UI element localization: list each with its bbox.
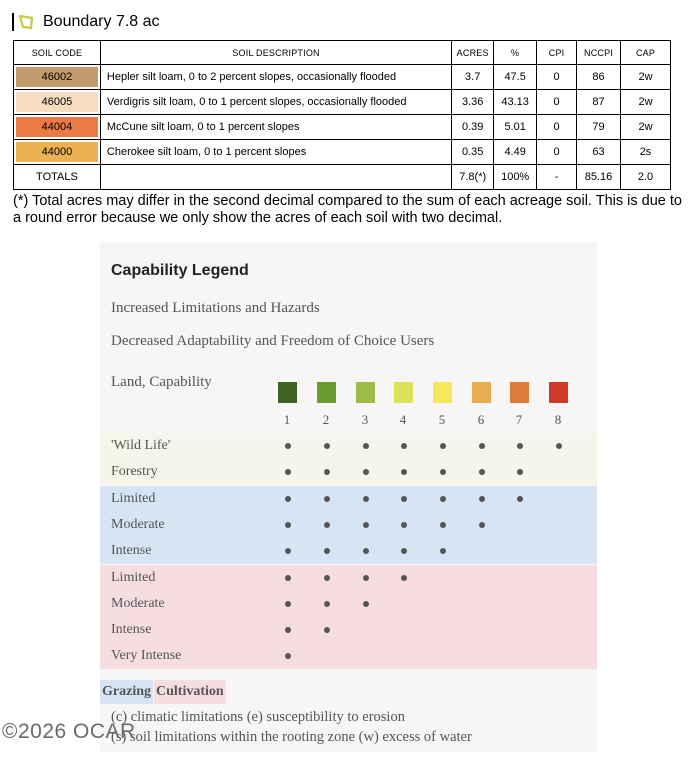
soil-code-cell [14, 115, 101, 140]
capability-dot [517, 443, 523, 449]
boundary-header [12, 10, 160, 34]
legend-row-grazing [100, 486, 597, 512]
soil-description-cell: Hepler silt loam, 0 to 2 percent slopes, occasionally flooded [100, 65, 451, 90]
legend-row-label: 'Wild Life' [111, 438, 171, 453]
capability-dot [401, 443, 407, 449]
soil-table-header [14, 41, 671, 65]
capability-class-number: 8 [554, 412, 562, 427]
capability-dot [479, 469, 485, 475]
capability-dot [479, 443, 485, 449]
acres-cell: 0.39 [452, 115, 494, 140]
totals-description-cell [100, 165, 451, 190]
legend-line-limitations: Increased Limitations and Hazards [111, 300, 320, 316]
capability-class-6-swatch [472, 382, 491, 403]
capability-class-1-swatch [278, 382, 297, 403]
legend-row-label: Intense [111, 622, 152, 638]
capability-dot [324, 496, 330, 502]
legend-row-label: Moderate [111, 595, 165, 611]
capability-dot [401, 469, 407, 475]
capability-class-number: 1 [283, 412, 291, 427]
capability-dot [440, 522, 446, 528]
legend-line-land-capability: Land, Capability [111, 374, 212, 390]
legend-row-label: Intense [111, 543, 152, 559]
capability-dot [440, 548, 446, 554]
legend-row-cult [100, 617, 597, 643]
capability-dot [363, 601, 369, 607]
totals-label: TOTALS [14, 165, 101, 190]
percent-cell: 5.01 [494, 115, 537, 140]
capability-dot [363, 575, 369, 581]
capability-dot [401, 575, 407, 581]
soil-code-cell [14, 140, 101, 165]
soil-description-cell: Cherokee silt loam, 0 to 1 percent slopes [100, 140, 451, 165]
totals-acres: 7.8(*) [452, 165, 494, 190]
capability-dot [324, 575, 330, 581]
nccpi-cell: 87 [577, 90, 621, 115]
grazing-tag: Grazing [100, 680, 153, 704]
capability-dot [440, 469, 446, 475]
table-row [14, 90, 671, 115]
legend-row-label: Forestry [111, 464, 158, 480]
capability-legend [100, 242, 597, 752]
header-divider [12, 13, 14, 31]
legend-row-label: Limited [111, 569, 156, 585]
capability-dot [401, 496, 407, 502]
capability-dot [285, 522, 291, 528]
cap-cell: 2s [621, 140, 671, 165]
legend-footnote-1: (c) climatic limitations (e) susceptibility to erosion [111, 709, 405, 725]
cultivation-tag: Cultivation [154, 680, 226, 704]
col-percent: % [494, 41, 537, 65]
capability-dot [363, 443, 369, 449]
legend-row-grazing [100, 512, 597, 538]
capability-dot [285, 469, 291, 475]
soil-code-swatch: 46005 [16, 92, 98, 112]
soil-code-swatch: 46002 [16, 67, 98, 87]
capability-class-3-swatch [356, 382, 375, 403]
totals-nccpi: 85.16 [577, 165, 621, 190]
capability-class-7-swatch [510, 382, 529, 403]
soil-table [13, 40, 671, 190]
legend-row-grazing [100, 538, 597, 564]
totals-percent: 100% [494, 165, 537, 190]
boundary-polygon-icon [17, 13, 35, 31]
col-nccpi: NCCPI [577, 41, 621, 65]
capability-dot [285, 443, 291, 449]
legend-row-label: Very Intense [111, 648, 182, 664]
cpi-cell: 0 [537, 65, 577, 90]
acres-cell: 3.36 [452, 90, 494, 115]
legend-row-cult [100, 565, 597, 591]
legend-footnote-2: (s) soil limitations within the rooting zone (w) excess of water [111, 729, 472, 745]
cpi-cell: 0 [537, 140, 577, 165]
capability-class-2-swatch [317, 382, 336, 403]
legend-row-label: Limited [111, 490, 156, 506]
col-cpi: CPI [537, 41, 577, 65]
percent-cell: 43.13 [494, 90, 537, 115]
capability-dot [363, 548, 369, 554]
nccpi-cell: 79 [577, 115, 621, 140]
capability-class-4-swatch [394, 382, 413, 403]
capability-dot [556, 443, 562, 449]
totals-cpi: - [537, 165, 577, 190]
col-cap: CAP [621, 41, 671, 65]
cap-cell: 2w [621, 65, 671, 90]
capability-dot [401, 522, 407, 528]
acres-cell: 0.35 [452, 140, 494, 165]
capability-class-number: 4 [399, 412, 407, 427]
capability-class-8-swatch [549, 382, 568, 403]
acres-cell: 3.7 [452, 65, 494, 90]
capability-dot [285, 627, 291, 633]
capability-dot [285, 575, 291, 581]
totals-row [14, 165, 671, 190]
legend-row-label: Moderate [111, 516, 165, 532]
capability-dot [517, 496, 523, 502]
col-soil-code: SOIL CODE [14, 41, 101, 65]
capability-dot [324, 522, 330, 528]
capability-class-5-swatch [433, 382, 452, 403]
capability-dot [401, 548, 407, 554]
capability-dot [517, 469, 523, 475]
table-row [14, 65, 671, 90]
acreage-note: (*) Total acres may differ in the second decimal compared to the sum of each acreage soil. This is due to a round error because we only show the acres of each soil with two decimal. [13, 193, 682, 226]
cpi-cell: 0 [537, 115, 577, 140]
capability-class-number: 2 [322, 412, 330, 427]
legend-row-cult [100, 591, 597, 617]
capability-dot [440, 496, 446, 502]
capability-dot [285, 548, 291, 554]
col-soil-description: SOIL DESCRIPTION [100, 41, 451, 65]
capability-dot [363, 522, 369, 528]
legend-title: Capability Legend [111, 262, 249, 279]
capability-dot [479, 522, 485, 528]
legend-line-adaptability: Decreased Adaptability and Freedom of Choice Users [111, 333, 435, 349]
capability-dot [324, 627, 330, 633]
capability-dot [285, 653, 291, 659]
legend-row-wild [100, 433, 597, 459]
capability-class-number: 7 [515, 412, 523, 427]
nccpi-cell: 63 [577, 140, 621, 165]
capability-dot [363, 469, 369, 475]
soil-code-cell [14, 65, 101, 90]
cap-cell: 2w [621, 115, 671, 140]
soil-code-swatch: 44000 [16, 142, 98, 162]
col-acres: ACRES [452, 41, 494, 65]
boundary-title: Boundary 7.8 ac [43, 13, 160, 30]
legend-row-cult [100, 643, 597, 669]
nccpi-cell: 86 [577, 65, 621, 90]
capability-dot [285, 601, 291, 607]
capability-dot [324, 443, 330, 449]
cap-cell: 2w [621, 90, 671, 115]
table-row [14, 140, 671, 165]
soil-code-cell [14, 90, 101, 115]
soil-description-cell: Verdigris silt loam, 0 to 1 percent slopes, occasionally flooded [100, 90, 451, 115]
table-row [14, 115, 671, 140]
capability-dot [440, 443, 446, 449]
capability-class-number: 5 [438, 412, 446, 427]
capability-dot [479, 496, 485, 502]
capability-class-number: 6 [477, 412, 485, 427]
soil-code-swatch: 44004 [16, 117, 98, 137]
capability-dot [324, 469, 330, 475]
percent-cell: 47.5 [494, 65, 537, 90]
capability-dot [324, 548, 330, 554]
capability-dot [285, 496, 291, 502]
soil-description-cell: McCune silt loam, 0 to 1 percent slopes [100, 115, 451, 140]
capability-class-number: 3 [361, 412, 369, 427]
copyright-watermark: ©2026 OCAR [2, 720, 136, 743]
capability-dot [324, 601, 330, 607]
totals-cap: 2.0 [621, 165, 671, 190]
cpi-cell: 0 [537, 90, 577, 115]
capability-dot [363, 496, 369, 502]
percent-cell: 4.49 [494, 140, 537, 165]
legend-row-wild [100, 459, 597, 485]
